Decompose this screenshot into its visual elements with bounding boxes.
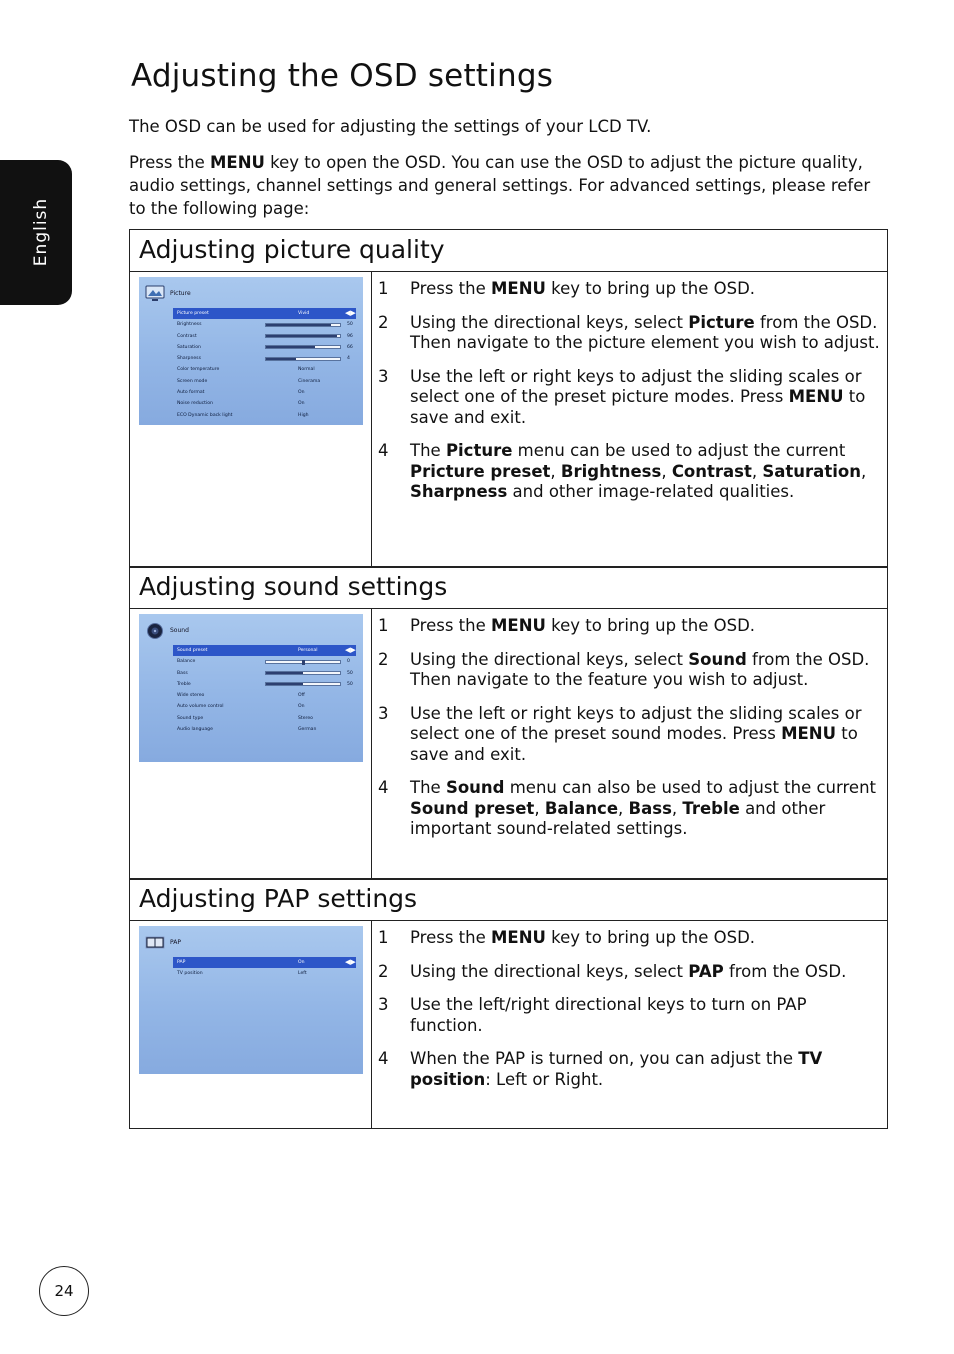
intro-text: key to open the OSD. You can use the OSD to adjust the picture quality, audio settings, channel settings and general settings. For advanced settings, please refer to the following page: (129, 153, 871, 218)
osd-slider-marker (302, 660, 305, 665)
pap-icon (145, 934, 165, 951)
picture-osd-title: Picture (170, 290, 191, 297)
osd-row-number: 4 (347, 356, 350, 362)
osd-row-label: Audio language (177, 727, 213, 733)
osd-row-number: 50 (347, 681, 353, 687)
language-tab (0, 160, 72, 305)
step-key: Saturation (762, 461, 861, 481)
left-right-arrows-icon: ◀▶ (345, 309, 356, 317)
step-number: 1 (378, 928, 389, 947)
osd-menu-row (173, 387, 356, 398)
sound-osd-title: Sound (170, 627, 189, 634)
osd-row-label: Brightness (177, 322, 202, 328)
step-key: MENU (491, 279, 546, 298)
osd-menu-row (173, 668, 356, 679)
osd-slider-fill (266, 346, 315, 348)
left-right-arrows-icon: ◀▶ (345, 958, 356, 966)
step-item (378, 962, 880, 983)
osd-slider-fill (266, 324, 331, 326)
osd-slider (265, 334, 341, 338)
step-text: to save and exit. (410, 724, 858, 764)
left-right-arrows-icon: ◀▶ (345, 646, 356, 654)
step-key: Picture (688, 312, 755, 332)
osd-row-value: German (298, 727, 317, 733)
osd-row-value: Normal (298, 367, 315, 373)
step-text: Press the (410, 616, 491, 635)
step-item (378, 313, 880, 354)
step-key: Treble (682, 798, 740, 818)
step-item (378, 650, 880, 691)
pap-osd-title: PAP (170, 939, 181, 946)
step-text: Using the directional keys, select (410, 961, 689, 981)
osd-slider (265, 345, 341, 349)
step-text: , (550, 461, 561, 481)
osd-row-label: Saturation (177, 344, 201, 350)
page-number: 24 (39, 1266, 89, 1316)
step-text: and other image-related qualities. (507, 482, 795, 501)
step-item (378, 279, 880, 300)
picture-section-body (130, 272, 887, 567)
sound-section (129, 566, 888, 880)
osd-row-number: 50 (347, 670, 353, 676)
pap-section (129, 878, 888, 1129)
sound-osd-screenshot (139, 614, 363, 762)
osd-menu-row (173, 968, 356, 979)
picture-steps (378, 279, 880, 516)
step-text: Use the left or right keys to adjust the sliding scales or select one of the preset picture modes. Press (410, 366, 862, 406)
osd-row-value: Off (298, 693, 305, 699)
osd-row-number: 96 (347, 333, 353, 339)
osd-menu-row (173, 308, 356, 319)
osd-row-label: Sharpness (177, 356, 201, 362)
osd-row-label: Balance (177, 659, 196, 665)
intro-paragraph-2 (129, 151, 884, 220)
step-text: key to bring up the OSD. (545, 616, 756, 635)
step-key: Pricture preset (410, 461, 551, 481)
step-key: Sound (445, 778, 505, 797)
step-number: 1 (378, 279, 389, 298)
osd-slider-fill (266, 672, 303, 674)
step-item (378, 441, 880, 503)
step-text: from the OSD. Then navigate to the feature you wish to adjust. (410, 649, 870, 689)
intro-menu-key: MENU (210, 153, 265, 172)
step-number: 2 (378, 649, 389, 669)
osd-row-value: On (298, 390, 305, 396)
step-number: 4 (378, 778, 389, 797)
step-text: , (860, 461, 867, 481)
osd-menu-row (173, 957, 356, 968)
step-number: 3 (378, 366, 389, 386)
pap-osd-screenshot (139, 926, 363, 1074)
osd-row-value: Stereo (298, 715, 313, 721)
osd-menu-row (173, 690, 356, 701)
osd-row-label: Sound preset (177, 648, 208, 653)
step-item (378, 778, 880, 840)
picture-section (129, 229, 888, 568)
osd-row-label: Bass (177, 670, 188, 676)
step-item (378, 616, 880, 637)
osd-menu-row (173, 319, 356, 330)
osd-slider-fill (266, 358, 296, 360)
osd-row-value: Cinerama (298, 378, 321, 384)
osd-row-label: TV position (177, 971, 203, 977)
step-text: Using the directional keys, select (410, 649, 689, 669)
step-key: Picture (445, 441, 513, 460)
step-text: , (618, 798, 629, 818)
step-text: , (751, 461, 763, 481)
osd-row-label: Color temperature (177, 367, 220, 373)
step-text: menu can also be used to adjust the current (504, 778, 877, 797)
step-text: , (534, 798, 545, 818)
step-key: TV position (410, 1049, 823, 1089)
step-text: to save and exit. (410, 387, 866, 427)
step-item (378, 1049, 880, 1090)
intro-text: Press the (129, 153, 210, 172)
step-text: menu can be used to adjust the current (512, 441, 846, 460)
step-key: PAP (688, 961, 724, 981)
picture-osd-screenshot (139, 277, 363, 425)
column-divider (371, 921, 372, 1128)
step-text: from the OSD. Then navigate to the picture element you wish to adjust. (410, 312, 880, 352)
osd-menu-row (173, 353, 356, 364)
step-key: Sound preset (410, 798, 535, 818)
step-item (378, 928, 880, 949)
step-number: 1 (378, 616, 389, 635)
sound-steps (378, 616, 880, 853)
osd-slider-fill (266, 683, 303, 685)
osd-menu-row (173, 701, 356, 712)
osd-row-label: Treble (177, 681, 191, 687)
osd-row-label: ECO Dynamic back light (177, 412, 233, 418)
step-text: The (410, 778, 446, 797)
step-key: Brightness (560, 461, 662, 481)
speaker-icon (145, 622, 165, 639)
language-tab-label: English (31, 197, 51, 267)
step-text: key to bring up the OSD. (545, 279, 756, 298)
step-item (378, 995, 880, 1036)
osd-row-value: Personal (298, 648, 318, 653)
osd-slider (265, 682, 341, 686)
step-key: MENU (491, 928, 546, 947)
step-text: , (671, 798, 683, 818)
osd-row-value: Left (298, 971, 307, 977)
osd-menu-row (173, 724, 356, 735)
osd-row-number: 50 (347, 322, 353, 328)
osd-row-value: On (298, 960, 305, 965)
intro-paragraph-1: The OSD can be used for adjusting the settings of your LCD TV. (129, 117, 652, 136)
step-key: MENU (788, 387, 844, 406)
step-text: key to bring up the OSD. (545, 928, 756, 947)
column-divider (371, 272, 372, 567)
osd-row-label: Sound type (177, 715, 204, 721)
osd-row-number: 66 (347, 344, 353, 350)
osd-menu-row (173, 331, 356, 342)
step-text: Press the (410, 928, 491, 947)
osd-row-label: Contrast (177, 333, 197, 339)
osd-menu-row (173, 364, 356, 375)
osd-menu-row (173, 656, 356, 667)
osd-menu-row (173, 713, 356, 724)
osd-row-label: Wide stereo (177, 693, 205, 699)
pap-section-heading: Adjusting PAP settings (130, 879, 887, 921)
step-number: 2 (378, 961, 389, 981)
osd-slider-fill (266, 335, 337, 337)
step-text: from the OSD. (723, 961, 847, 981)
step-number: 4 (378, 1049, 389, 1068)
osd-slider (265, 660, 341, 664)
step-number: 4 (378, 441, 389, 460)
step-text: Use the left/right directional keys to turn on PAP function. (410, 995, 807, 1035)
osd-slider (265, 323, 341, 327)
osd-menu-row (173, 342, 356, 353)
osd-slider (265, 671, 341, 675)
page-title: Adjusting the OSD settings (131, 58, 554, 94)
step-key: Balance (544, 798, 619, 818)
step-key: MENU (491, 616, 546, 635)
step-text: Using the directional keys, select (410, 312, 689, 332)
step-number: 3 (378, 995, 389, 1014)
step-key: Bass (628, 798, 672, 818)
osd-row-label: Noise reduction (177, 401, 213, 407)
step-text: The (410, 441, 446, 460)
osd-row-value: Vivid (298, 311, 310, 316)
sound-osd-menu (173, 645, 356, 735)
osd-row-value: On (298, 401, 305, 407)
osd-row-label: Auto volume control (177, 704, 224, 710)
step-text: , (661, 461, 672, 481)
step-item (378, 367, 880, 429)
osd-menu-row (173, 398, 356, 409)
step-text: Use the left or right keys to adjust the sliding scales or select one of the preset sound modes. Press (410, 703, 862, 743)
picture-osd-menu (173, 308, 356, 421)
step-text: and other important sound-related settings. (410, 798, 826, 838)
step-key: Contrast (671, 461, 752, 481)
pap-section-body (130, 921, 887, 1128)
osd-slider (265, 357, 341, 361)
step-key: MENU (781, 724, 836, 743)
osd-menu-row (173, 410, 356, 421)
osd-row-value: On (298, 704, 305, 710)
osd-menu-row (173, 376, 356, 387)
osd-row-label: Picture preset (177, 311, 209, 316)
step-number: 3 (378, 703, 389, 723)
picture-menu-icon (145, 285, 165, 302)
sound-section-heading: Adjusting sound settings (130, 567, 887, 609)
picture-section-heading: Adjusting picture quality (130, 230, 887, 272)
osd-row-number: 0 (347, 659, 350, 665)
osd-row-label: Screen mode (177, 378, 208, 384)
osd-menu-row (173, 679, 356, 690)
step-text: Press the (410, 279, 491, 298)
column-divider (371, 609, 372, 879)
step-item (378, 704, 880, 766)
step-text: When the PAP is turned on, you can adjust the (410, 1049, 799, 1068)
step-text: : Left or Right. (485, 1069, 604, 1089)
osd-menu-row (173, 645, 356, 656)
step-key: Sharpness (410, 482, 508, 501)
step-number: 2 (378, 312, 389, 332)
step-key: Sound (688, 649, 747, 669)
osd-row-value: High (298, 412, 309, 418)
osd-row-label: Auto format (177, 390, 205, 396)
sound-section-body (130, 609, 887, 879)
osd-row-label: PAP (177, 960, 186, 965)
pap-steps (378, 928, 880, 1103)
pap-osd-menu (173, 957, 356, 980)
